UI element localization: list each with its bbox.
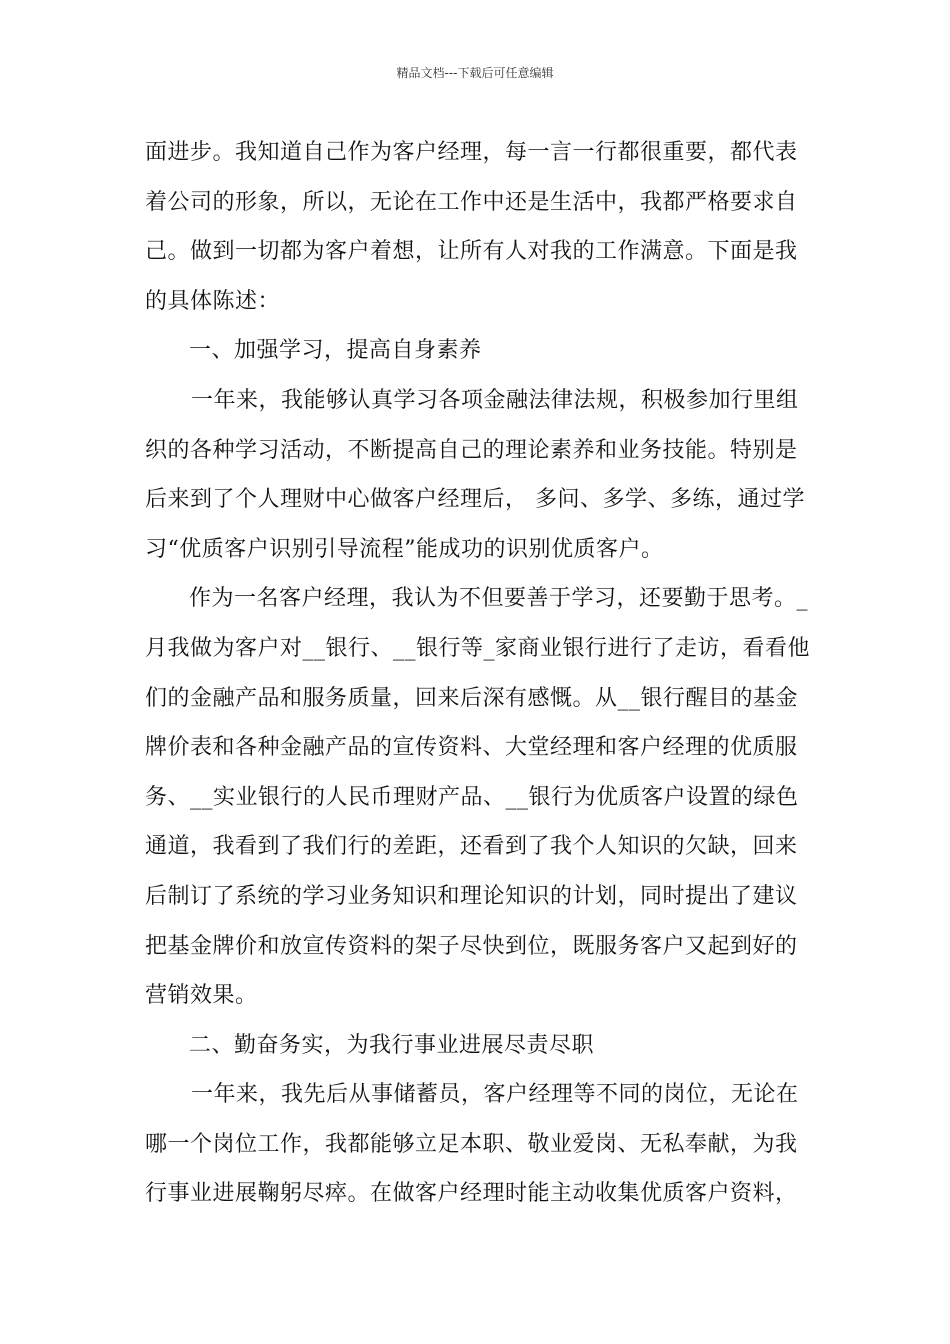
section-heading: 一、加强学习，提高自身素养 [189,338,482,364]
paragraph-start: 一年来，我能够认真学习各项金融法律法规，积极参加行里组 [191,387,799,413]
text-line: 们的金融产品和服务质量，回来后深有感慨。从__银行醒目的基金 [145,685,799,711]
section-heading: 二、勤奋务实，为我行事业进展尽责尽职 [189,1032,595,1058]
text-line: 把基金牌价和放宣传资料的架子尽快到位，既服务客户又起到好的 [145,933,798,959]
text-line: 营销效果。 [145,983,258,1009]
text-line: 通道，我看到了我们行的差距，还看到了我个人知识的欠缺，回来 [145,834,798,860]
text-line: 面进步。我知道自己作为客户经理，每一言一行都很重要，都代表 [145,140,798,165]
text-line: 后来到了个人理财中心做客户经理后， 多问、多学、多练，通过学 [145,487,805,513]
text-line: 后制订了系统的学习业务知识和理论知识的计划，同时提出了建议 [145,883,798,909]
text-line: 月我做为客户对__银行、__银行等_家商业银行进行了走访，看看他 [145,635,811,661]
text-line: 务、__实业银行的人民币理财产品、__银行为优质客户设置的绿色 [145,784,799,810]
paragraph-start: 一年来，我先后从事储蓄员，客户经理等不同的岗位，无论在 [191,1082,799,1108]
document-body [145,128,810,1219]
text-line: 习“优质客户识别引导流程”能成功的识别优质客户。 [145,536,664,562]
page-header: 精品文档---下载后可任意编辑 [396,66,554,80]
text-line: 的具体陈述： [145,288,281,314]
text-line: 哪一个岗位工作，我都能够立足本职、敬业爱岗、无私奉献，为我 [145,1131,798,1157]
paragraph-start: 作为一名客户经理，我认为不但要善于学习，还要勤于思考。_ [189,586,809,612]
text-line: 织的各种学习活动，不断提高自己的理论素养和业务技能。特别是 [145,437,798,463]
text-line: 己。做到一切都为客户着想，让所有人对我的工作满意。下面是我 [145,239,798,265]
text-line: 牌价表和各种金融产品的宣传资料、大堂经理和客户经理的优质服 [145,735,798,761]
text-line: 行事业进展鞠躬尽瘁。在做客户经理时能主动收集优质客户资料， [145,1181,798,1207]
text-line: 着公司的形象，所以，无论在工作中还是生活中，我都严格要求自 [145,189,798,215]
